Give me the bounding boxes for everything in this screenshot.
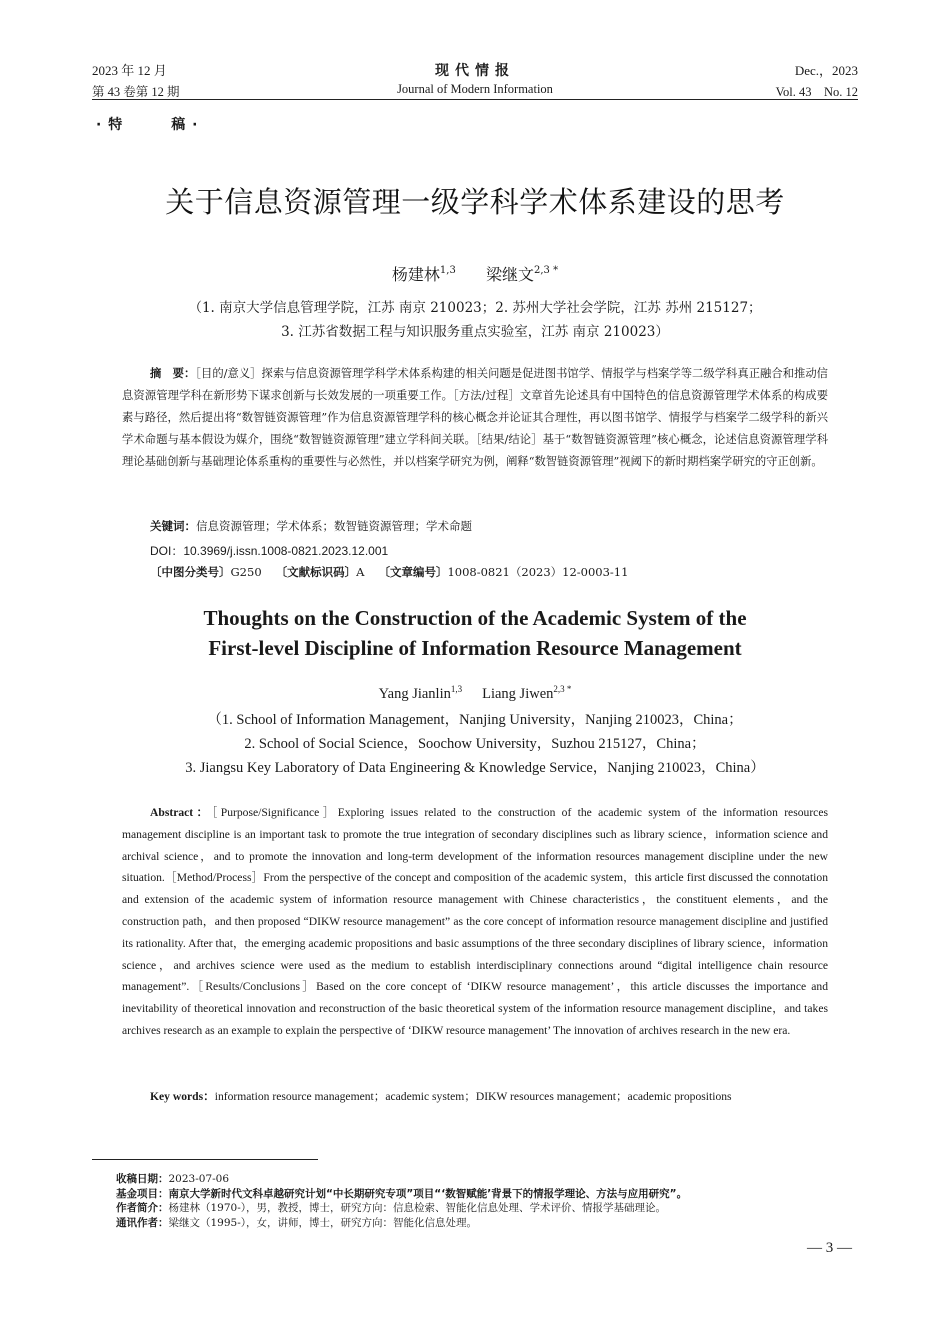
running-header-bottom [92,82,858,100]
abstract-en-label: Abstract： [150,806,212,819]
classification-line [150,564,628,580]
section-label [96,114,198,134]
article-number-value: 1008-0821（2023）12-0003-11 [447,565,629,579]
corresponding-label: 通讯作者： [116,1216,169,1229]
header-volume-en: Vol. 43 No. 12 [775,85,858,99]
author-bio-value: 杨建林（1970-），男，教授，博士，研究方向：信息检索、智能化信息处理、学术评价、情报学基础理论。 [168,1202,667,1214]
abstract-cn [122,363,828,473]
author2-en-affil: 2,3 * [553,684,572,694]
abstract-cn-text: ［目的/意义］探索与信息资源管理学科学术体系构建的相关问题是促进图书馆学、情报学与档案学等二级学科真正融合和推动信息资源管理学科在新形势下谋求创新与长效发展的一项重要工作。［方法/过程］文章首先论述具有中国特色的信息资源管理学术体系的构成要素与路径，然后提出将“数智链资源管理”作为信息资源管理学科的核心概念并论证其合理性，再以图书馆学、情报学与档案学二级学科的新兴学术命题与基本假设为媒介，围绕“数智链资源管理”建立学科间关联。［结果/结论］基于“数智链资源管理”核心概念，论述信息资源管理学科理论基础创新与基础理论体系重构的重要性与必然性，并以档案学研究为例，阐释“数智链资源管理”视阈下的新时期档案学研究的守正创新。 [122,367,828,468]
keywords-cn-text: 信息资源管理；学术体系；数智链资源管理；学术命题 [196,519,472,533]
fund-label: 基金项目： [116,1187,169,1200]
affiliation-cn-line2: 3. 江苏省数据工程与知识服务重点实验室，江苏 南京 210023） [281,324,669,340]
footnotes [116,1172,687,1230]
keywords-en-label: Key words： [150,1090,215,1103]
keywords-cn [150,518,472,534]
section-label-right: 稿 · [171,117,199,133]
affiliation-en-line2: 2. School of Social Science，Soochow University，Suzhou 215127，China； [244,736,706,752]
page-number: — 3 — [807,1240,852,1256]
author-bio-label: 作者简介： [116,1202,169,1214]
affiliation-en-line3: 3. Jiangsu Key Laboratory of Data Engineering & Knowledge Service，Nanjing 210023，China） [185,760,765,776]
author1-en-affil: 1,3 [450,684,463,694]
running-header-top [92,60,858,80]
article-title-en-line2: First-level Discipline of Information Resource Management [208,636,742,660]
abstract-cn-label: 摘 要： [150,367,196,380]
author2-cn: 梁继文 [486,265,535,284]
header-journal-cn: 现代情报 [435,63,515,79]
author1-en: Yang Jianlin [378,686,451,702]
footnote-fund [116,1187,687,1202]
corresponding-value: 梁继文（1995-），女，讲师，博士，研究方向：智能化信息处理。 [168,1216,478,1229]
doc-code-value: A [356,565,365,579]
affiliation-cn-line1: （1. 南京大学信息管理学院，江苏 南京 210023；2. 苏州大学社会学院，江苏 苏州 215127； [188,300,762,316]
keywords-en-text: information resource management；academic system；DIKW resources management；academic propositions [214,1090,732,1103]
header-journal-en: Journal of Modern Information [397,82,553,96]
article-title-en-line1: Thoughts on the Construction of the Academic System of the [203,606,747,630]
abstract-en [122,802,828,1042]
author1-cn: 杨建林 [391,265,440,284]
article-title-en [0,603,950,663]
keywords-cn-label: 关键词： [150,519,196,533]
clc-value: G250 [230,565,262,579]
author2-cn-affil: 2,3 * [534,265,559,276]
header-date-en: Dec.，2023 [794,63,858,78]
fund-value: 南京大学新时代文科卓越研究计划“中长期研究专项”项目“‘数智赋能’背景下的情报学理论、方法与应用研究”。 [168,1187,688,1200]
article-number-label: 〔文章编号〕 [378,565,448,579]
section-label-left: · 特 [96,117,124,133]
footnote-corresponding [116,1216,687,1231]
footnote-author [116,1201,687,1216]
doc-code-label: 〔文献标识码〕 [275,565,357,579]
received-label: 收稿日期： [116,1173,169,1185]
received-value: 2023-07-06 [168,1173,230,1185]
footnote-rule [92,1159,318,1160]
clc-label: 〔中图分类号〕 [150,565,231,579]
abstract-en-text: ［Purpose/Significance］Exploring issues related to the construction of the academic system of the information resources management discipline is an important task to promote the true integration of secondary disciplines such as library science，information science and archival science，and to promote the innovation and long-term development of the information resources management discipline under the new situation.［Method/Process］From the perspective of the concept and composition of the academic system，this article first discussed the connotation and extension of the academic system of information resource management with Chinese characteristics，the constituent elements，and the construction path，and then proposed “DIKW resource management” as the core concept of information resource management discipline and justified its rationality. After that，the emerging academic propositions and basic assumptions of the three secondary disciplines of library science，information science，and archives science were used as the medium to establish interdisciplinary connections around “digital intelligence chain resource management”.［Results/Conclusions］Based on the core concept of ‘DIKW resource management’，this article discusses the importance and inevitability of theoretical innovation and reconstruction of the basic theoretical system of the information resource management discipline，and takes archives research as an example to explain the perspective of ‘DIKW resource management’ The innovation of archives research in the new era. [122,806,828,1037]
header-volume-cn: 第 43 卷第 12 期 [92,85,180,99]
author1-cn-affil: 1,3 [439,265,456,276]
footnote-received [116,1172,687,1187]
author2-en: Liang Jiwen [482,686,554,702]
affiliation-en-line1: （1. School of Information Management，Nanjing University，Nanjing 210023，China； [207,712,743,728]
article-title-cn: 关于信息资源管理一级学科学术体系建设的思考 [165,185,785,219]
authors-cn [0,262,950,285]
authors-en [0,684,950,703]
header-rule [92,99,858,100]
header-date-cn: 2023 年 12 月 [92,63,167,78]
doi: DOI：10.3969/j.issn.1008-0821.2023.12.001 [150,544,389,558]
keywords-en [122,1086,828,1108]
